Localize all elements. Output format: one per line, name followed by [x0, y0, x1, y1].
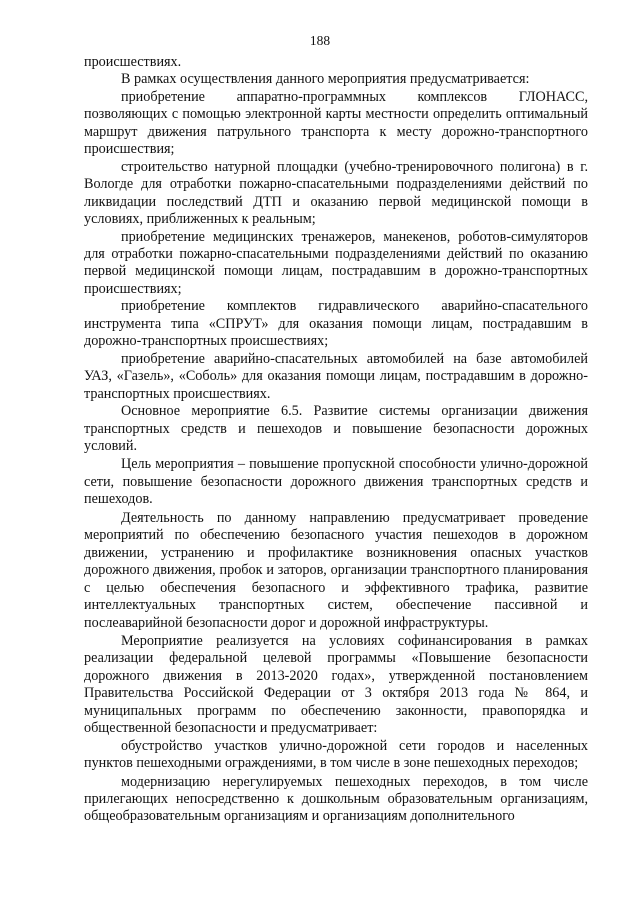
- paragraph-crossings: модернизацию нерегулируемых пешеходных переходов, в том числе прилегающих непосредственно к дошкольным образовательным организациям, общеобразовательным организациям и организациям дополнительного: [84, 773, 588, 825]
- page-number: 188: [309, 33, 331, 48]
- paragraph-continuation: происшествиях.: [84, 54, 182, 70]
- paragraph-training-ground: строительство натурной площадки (учебно-тренировочного полигона) в г. Вологде для отработки пожарно-спасательными подразделениями действий по ликвидации последствий ДТП и оказанию первой медицинской помощи в условиях, приближенных к реальным;: [84, 158, 588, 228]
- paragraph-activities: Деятельность по данному направлению предусматривает проведение мероприятий по обеспечению безопасного участия пешеходов в дорожном движении, устранению и профилактике возникновения опасных участков дорожного движения, пробок и заторов, организации транспортного планирования с целью обеспечения безопасного и эффективного трафика, развитие интеллектуальных транспортных систем, обеспечение пассивной и послеаварийной безопасности дорог и дорожной инфраструктуры.: [84, 509, 588, 631]
- paragraph-fencing: обустройство участков улично-дорожной сети городов и населенных пунктов пешеходными ограждениями, в том числе в зоне пешеходных переходов;: [84, 737, 588, 772]
- paragraph-goal: Цель мероприятия – повышение пропускной способности улично-дорожной сети, повышение безопасности дорожного движения транспортных средств и пешеходов.: [84, 456, 588, 508]
- paragraph-intro: В рамках осуществления данного мероприятия предусматривается:: [121, 71, 530, 88]
- document-body: [84, 54, 588, 826]
- paragraph-main-activity-6-5: Основное мероприятие 6.5. Развитие системы организации движения транспортных средств и пешеходов и повышение безопасности дорожных условий.: [84, 403, 588, 454]
- paragraph-cofinancing: Мероприятие реализуется на условиях софинансирования в рамках реализации федеральной целевой программы «Повышение безопасности дорожного движения в 2013-2020 годах», утвержденной постановлением Правительства Российской Федерации от 3 октября 2013 года № 864, и муниципальных программ по обеспечению законности, правопорядка и общественной безопасности и предусматривает:: [84, 632, 588, 737]
- paragraph-glonass: приобретение аппаратно-программных комплексов ГЛОНАСС, позволяющих с помощью электронной карты местности определить оптимальный маршрут движения патрульного транспорта к месту дорожно-транспортного происшествия;: [84, 88, 588, 158]
- paragraph-rescue-vehicles: приобретение аварийно-спасательных автомобилей на базе автомобилей УАЗ, «Газель», «Соболь» для оказания помощи лицам, пострадавшим в дорожно-транспортных происшествиях.: [84, 350, 588, 402]
- paragraph-sprut-tools: приобретение комплектов гидравлического аварийно-спасательного инструмента типа «СПРУТ» для оказания помощи лицам, пострадавшим в дорожно-транспортных происшествиях;: [84, 298, 588, 350]
- paragraph-simulators: приобретение медицинских тренажеров, манекенов, роботов-симуляторов для отработки пожарно-спасательными подразделениями действий по оказанию первой медицинской помощи лицам, пострадавшим в дорожно-транспортных происшествиях;: [84, 228, 588, 297]
